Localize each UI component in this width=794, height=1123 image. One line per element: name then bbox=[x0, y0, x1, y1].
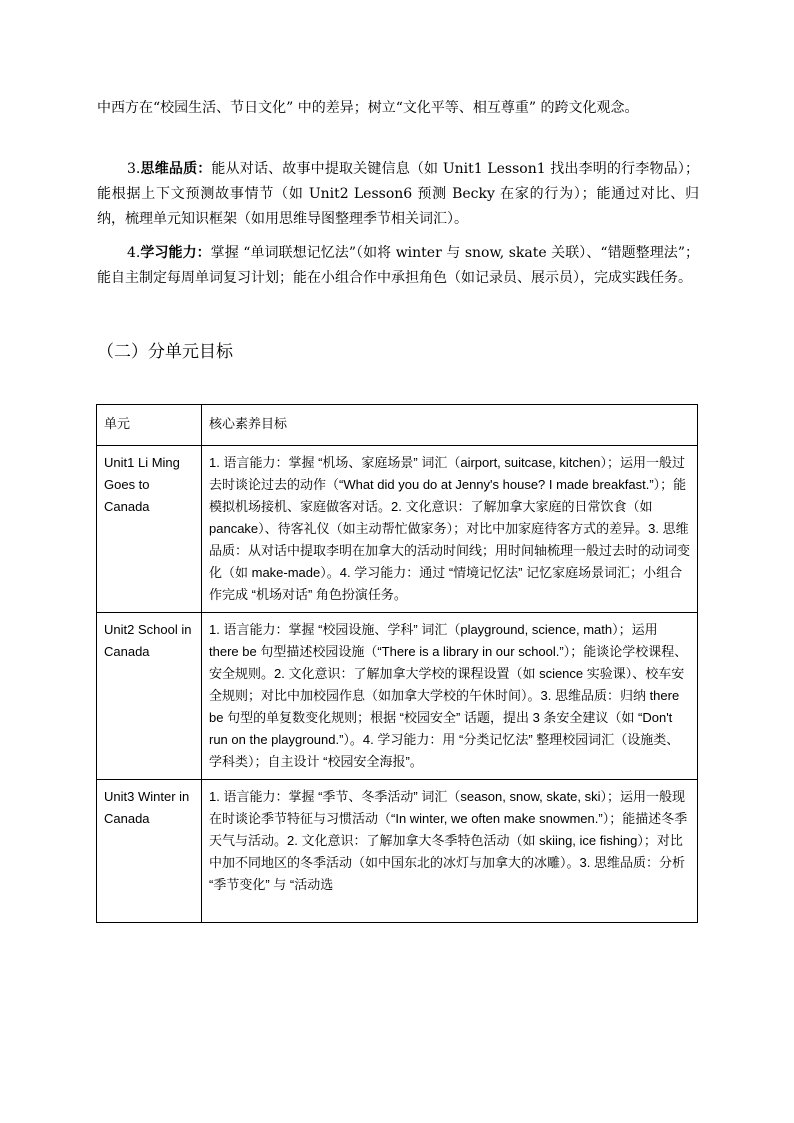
unit-goals-cell: 1. 语言能力：掌握 “校园设施、学科” 词汇（playground, science, math）；运用 there be 句型描述校园设施（“There is a library in our school.”）；能谈论学校课程、安全规则。2. 文化意识：了解加拿大学校的课程设置（如 science 实验课）、校车安全规则；对比中加校园作息（如加拿大学校的午休时间）。3. 思维品质：归纳 there be 句型的单复数变化规则；根据 “校园安全” 话题，提出 3 条安全建议（如 “Don't run on the playground.”）。4. 学习能力：用 “分类记忆法” 整理校园词汇（设施类、学科类）；自主设计 “校园安全海报”。 bbox=[202, 613, 698, 780]
paragraph-thinking-quality bbox=[97, 157, 699, 232]
unit-goals-table bbox=[96, 404, 698, 923]
unit-name-cell: Unit1 Li Ming Goes to Canada bbox=[97, 446, 202, 613]
learning-number: 4. bbox=[127, 245, 141, 261]
unit-name-cell: Unit2 School in Canada bbox=[97, 613, 202, 780]
table-row bbox=[97, 446, 698, 613]
header-goals: 核心素养目标 bbox=[202, 405, 698, 446]
learning-heading: 学习能力： bbox=[140, 245, 211, 261]
thinking-number: 3. bbox=[127, 161, 141, 177]
paragraph-learning-ability bbox=[97, 241, 699, 291]
header-unit: 单元 bbox=[97, 405, 202, 446]
unit-goals-cell: 1. 语言能力：掌握 “机场、家庭场景” 词汇（airport, suitcase, kitchen）；运用一般过去时谈论过去的动作（“What did you do at Jenny's house? I made breakfast.”）；能模拟机场接机、家庭做客对话。2. 文化意识：了解加拿大家庭的日常饮食（如 pancake）、待客礼仪（如主动帮忙做家务）；对比中加家庭待客方式的差异。3. 思维品质：从对话中提取李明在加拿大的活动时间线；用时间轴梳理一般过去时的动词变化（如 make-made）。4. 学习能力：通过 “情境记忆法” 记忆家庭场景词汇；小组合作完成 “机场对话” 角色扮演任务。 bbox=[202, 446, 698, 613]
table-row bbox=[97, 613, 698, 780]
thinking-heading: 思维品质： bbox=[140, 161, 212, 177]
unit-goals-cell: 1. 语言能力：掌握 “季节、冬季活动” 词汇（season, snow, skate, ski）；运用一般现在时谈论季节特征与习惯活动（“In winter, we often make snowmen.”）；能描述冬季天气与活动。2. 文化意识：了解加拿大冬季特色活动（如 skiing, ice fishing）；对比中加不同地区的冬季活动（如中国东北的冰灯与加拿大的冰雕）。3. 思维品质：分析 “季节变化” 与 “活动选 bbox=[202, 780, 698, 923]
learning-text: 掌握 “单词联想记忆法”（如将 winter 与 snow, skate 关联）、“错题整理法”；能自主制定每周单词复习计划；能在小组合作中承担角色（如记录员、展示员），完成实践任务。 bbox=[97, 245, 699, 286]
paragraph-culture-tail: 中西方在“校园生活、节日文化” 中的差异；树立“文化平等、相互尊重” 的跨文化观念。 bbox=[97, 100, 639, 116]
thinking-text: 能从对话、故事中提取关键信息（如 Unit1 Lesson1 找出李明的行李物品）；能根据上下文预测故事情节（如 Unit2 Lesson6 预测 Becky 在家的行为）；能通过对比、归纳，梳理单元知识框架（如用思维导图整理季节相关词汇）。 bbox=[97, 161, 700, 227]
table-row bbox=[97, 780, 698, 923]
unit-name-cell: Unit3 Winter in Canada bbox=[97, 780, 202, 923]
table-header-row bbox=[97, 405, 698, 446]
section-heading: （二）分单元目标 bbox=[97, 342, 233, 362]
